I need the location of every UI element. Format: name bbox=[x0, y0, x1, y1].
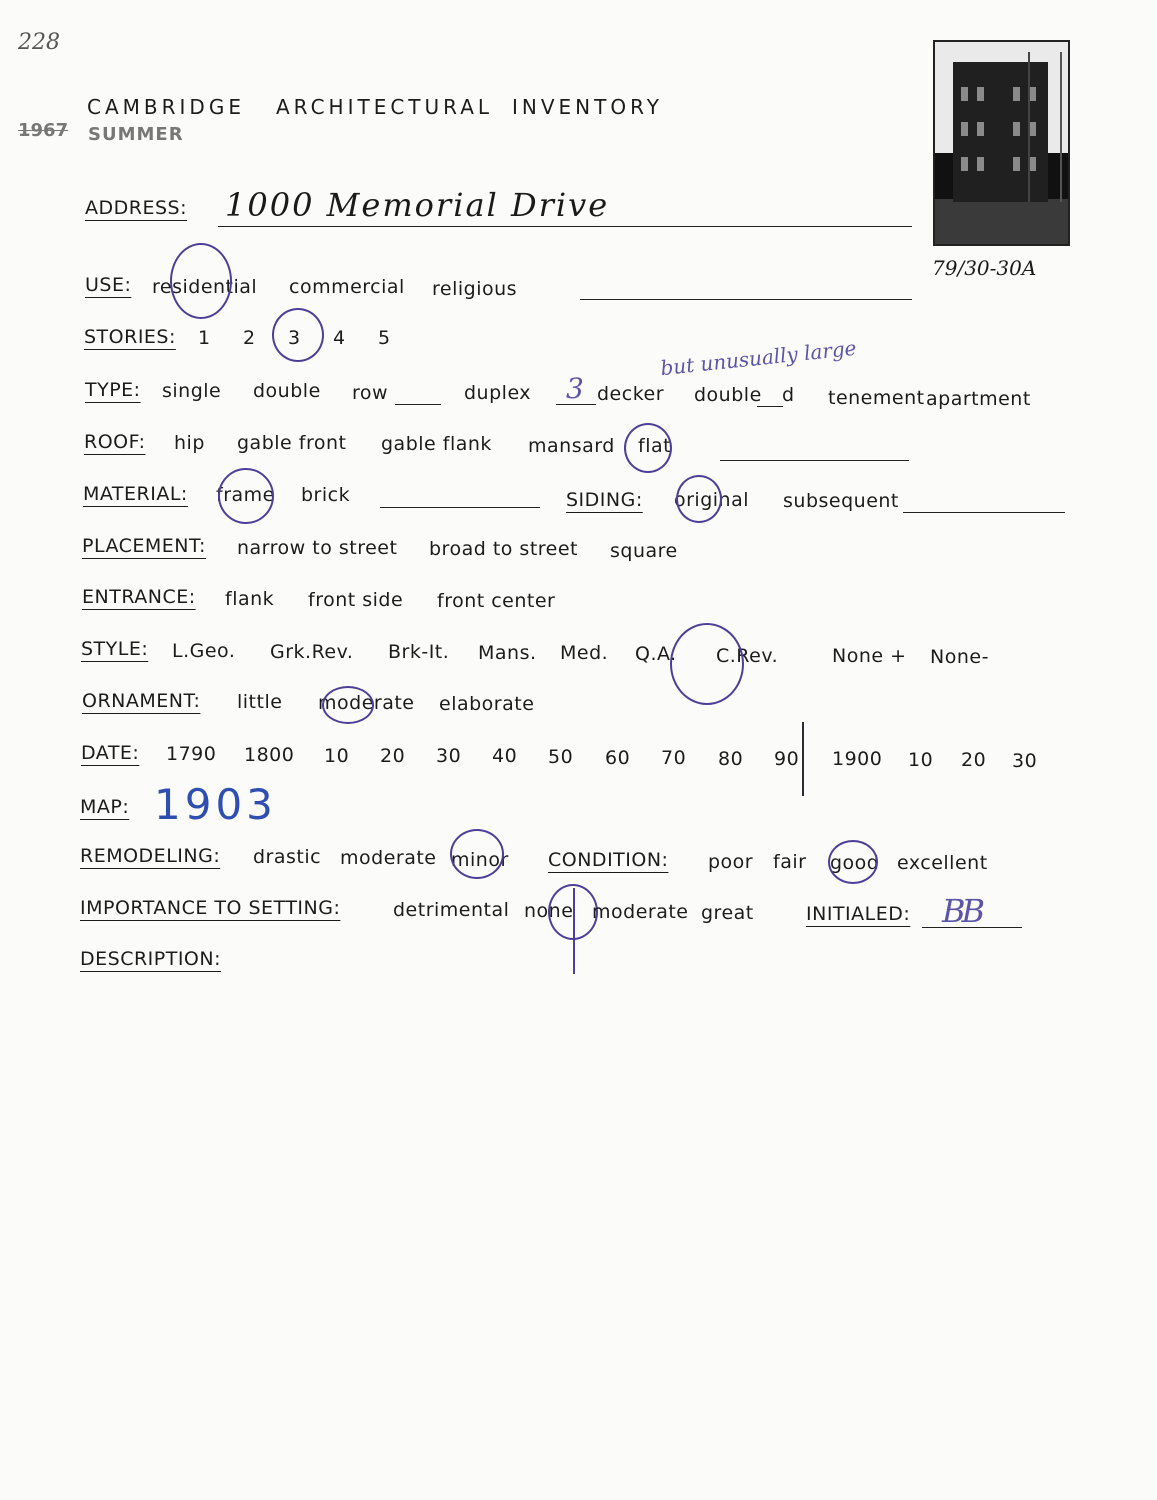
style-option-none-minus: None- bbox=[930, 646, 989, 668]
siding-label: SIDING: bbox=[566, 489, 643, 511]
initialed-line bbox=[922, 927, 1022, 928]
ornament-label: ORNAMENT: bbox=[82, 690, 201, 712]
photo-caption: 79/30-30A bbox=[932, 256, 1037, 280]
entrance-option-flank: flank bbox=[225, 588, 275, 610]
style-option-crev: C.Rev. bbox=[716, 645, 779, 667]
condition-option-excellent: excellent bbox=[897, 852, 988, 874]
use-option-religious: religious bbox=[432, 278, 518, 300]
style-option-mans: Mans. bbox=[478, 642, 537, 664]
material-option-frame: frame bbox=[216, 484, 275, 506]
roof-option-gable-flank: gable flank bbox=[381, 433, 492, 455]
date-mark bbox=[802, 722, 804, 796]
use-option-commercial: commercial bbox=[289, 276, 405, 298]
selection-circle bbox=[450, 829, 504, 879]
type-option-single: single bbox=[162, 380, 222, 402]
corner-number: 228 bbox=[18, 30, 60, 55]
stories-option-4: 4 bbox=[333, 327, 346, 349]
style-option-none-plus: None + bbox=[832, 645, 907, 667]
date-label: DATE: bbox=[81, 742, 140, 764]
type-option-tenement: tenement bbox=[828, 387, 925, 409]
placement-option-square: square bbox=[610, 540, 678, 562]
selection-circle bbox=[272, 308, 324, 362]
remodeling-option-moderate: moderate bbox=[340, 847, 437, 869]
placement-option-broad: broad to street bbox=[429, 538, 579, 560]
style-option-brkit: Brk-It. bbox=[388, 641, 450, 663]
ornament-option-elaborate: elaborate bbox=[439, 693, 535, 715]
title-word-2: ARCHITECTURAL bbox=[276, 95, 494, 119]
roof-option-mansard: mansard bbox=[528, 435, 615, 457]
selection-circle bbox=[218, 468, 274, 524]
use-label: USE: bbox=[85, 274, 132, 296]
roof-label: ROOF: bbox=[84, 431, 146, 453]
remodeling-option-drastic: drastic bbox=[253, 846, 322, 868]
stories-option-5: 5 bbox=[378, 327, 391, 349]
map-label: MAP: bbox=[80, 796, 130, 818]
type-option-d: d bbox=[782, 384, 795, 406]
roof-other-line bbox=[720, 460, 909, 461]
siding-option-subsequent: subsequent bbox=[783, 490, 899, 512]
remodeling-option-minor: minor bbox=[451, 849, 509, 871]
importance-option-none: none bbox=[524, 900, 574, 922]
material-other-line bbox=[380, 507, 540, 508]
material-option-brick: brick bbox=[301, 484, 351, 506]
title-word-1: CAMBRIDGE bbox=[87, 95, 245, 119]
importance-option-great: great bbox=[701, 902, 754, 924]
style-option-med: Med. bbox=[560, 642, 609, 664]
row-line bbox=[395, 404, 441, 405]
use-option-residential: residential bbox=[152, 276, 258, 298]
stories-label: STORIES: bbox=[84, 326, 176, 348]
date-option: 30 bbox=[1012, 750, 1038, 772]
stories-option-1: 1 bbox=[198, 327, 211, 349]
roof-option-gable-front: gable front bbox=[237, 432, 347, 454]
condition-option-fair: fair bbox=[773, 851, 807, 873]
type-option-double-d: double bbox=[694, 384, 762, 406]
stamp-year: 1967 bbox=[18, 120, 69, 141]
address-value: 1000 Memorial Drive bbox=[225, 186, 610, 224]
date-option: 60 bbox=[605, 747, 631, 769]
placement-option-narrow: narrow to street bbox=[237, 537, 398, 559]
date-option: 90 bbox=[774, 748, 800, 770]
entrance-label: ENTRANCE: bbox=[82, 586, 196, 608]
condition-label: CONDITION: bbox=[548, 849, 669, 871]
date-option: 70 bbox=[661, 747, 687, 769]
date-option: 10 bbox=[908, 749, 934, 771]
initialed-label: INITIALED: bbox=[806, 903, 911, 925]
date-option: 20 bbox=[380, 745, 406, 767]
style-label: STYLE: bbox=[81, 638, 149, 660]
date-option: 40 bbox=[492, 745, 518, 767]
type-option-duplex: duplex bbox=[464, 382, 532, 404]
style-option-grkrev: Grk.Rev. bbox=[270, 641, 354, 663]
importance-option-moderate: moderate bbox=[592, 901, 689, 923]
entrance-option-front-center: front center bbox=[437, 590, 556, 612]
roof-option-hip: hip bbox=[174, 432, 205, 454]
stamp-season: SUMMER bbox=[88, 124, 184, 145]
style-option-qa: Q.A. bbox=[635, 643, 677, 665]
siding-option-original: original bbox=[674, 489, 750, 511]
date-option: 20 bbox=[961, 749, 987, 771]
importance-option-detrimental: detrimental bbox=[393, 899, 510, 921]
stories-option-2: 2 bbox=[243, 327, 256, 349]
importance-label: IMPORTANCE TO SETTING: bbox=[80, 897, 341, 919]
selection-stroke bbox=[573, 888, 575, 974]
type-option-apartment: apartment bbox=[926, 388, 1031, 410]
map-value: 1903 bbox=[154, 780, 277, 829]
selection-circle bbox=[828, 840, 878, 884]
siding-other-line bbox=[903, 512, 1065, 513]
double-d-line bbox=[757, 406, 783, 407]
description-label: DESCRIPTION: bbox=[80, 948, 222, 970]
address-line bbox=[218, 226, 912, 227]
type-option-double: double bbox=[253, 380, 321, 402]
decker-line bbox=[556, 404, 596, 405]
type-option-row: row bbox=[352, 382, 389, 404]
roof-option-flat: flat bbox=[638, 435, 672, 457]
selection-circle bbox=[676, 475, 722, 523]
placement-label: PLACEMENT: bbox=[82, 535, 206, 557]
type-option-decker: decker bbox=[597, 383, 665, 405]
selection-circle bbox=[624, 423, 672, 473]
initialed-value: BB bbox=[942, 892, 982, 930]
selection-circle bbox=[670, 623, 744, 705]
type-annotation: but unusually large bbox=[659, 335, 858, 381]
material-label: MATERIAL: bbox=[83, 483, 188, 505]
date-option: 1790 bbox=[166, 743, 217, 765]
date-option: 80 bbox=[718, 748, 744, 770]
ornament-option-moderate: moderate bbox=[318, 692, 415, 714]
selection-circle bbox=[170, 243, 232, 319]
remodeling-label: REMODELING: bbox=[80, 845, 221, 867]
entrance-option-front-side: front side bbox=[308, 589, 404, 611]
style-option-lgeo: L.Geo. bbox=[172, 640, 236, 662]
condition-option-good: good bbox=[830, 852, 880, 874]
use-other-line bbox=[580, 299, 912, 300]
date-option: 1800 bbox=[244, 744, 295, 766]
decker-fill: 3 bbox=[566, 372, 584, 405]
title-word-3: INVENTORY bbox=[512, 95, 663, 119]
selection-circle bbox=[322, 686, 374, 724]
address-label: ADDRESS: bbox=[85, 197, 187, 219]
type-label: TYPE: bbox=[85, 379, 141, 401]
date-option: 1900 bbox=[832, 748, 883, 770]
building-photo bbox=[933, 40, 1070, 246]
date-option: 50 bbox=[548, 746, 574, 768]
stories-option-3: 3 bbox=[288, 327, 301, 349]
date-option: 30 bbox=[436, 745, 462, 767]
condition-option-poor: poor bbox=[708, 851, 754, 873]
ornament-option-little: little bbox=[237, 691, 283, 713]
date-option: 10 bbox=[324, 745, 350, 767]
